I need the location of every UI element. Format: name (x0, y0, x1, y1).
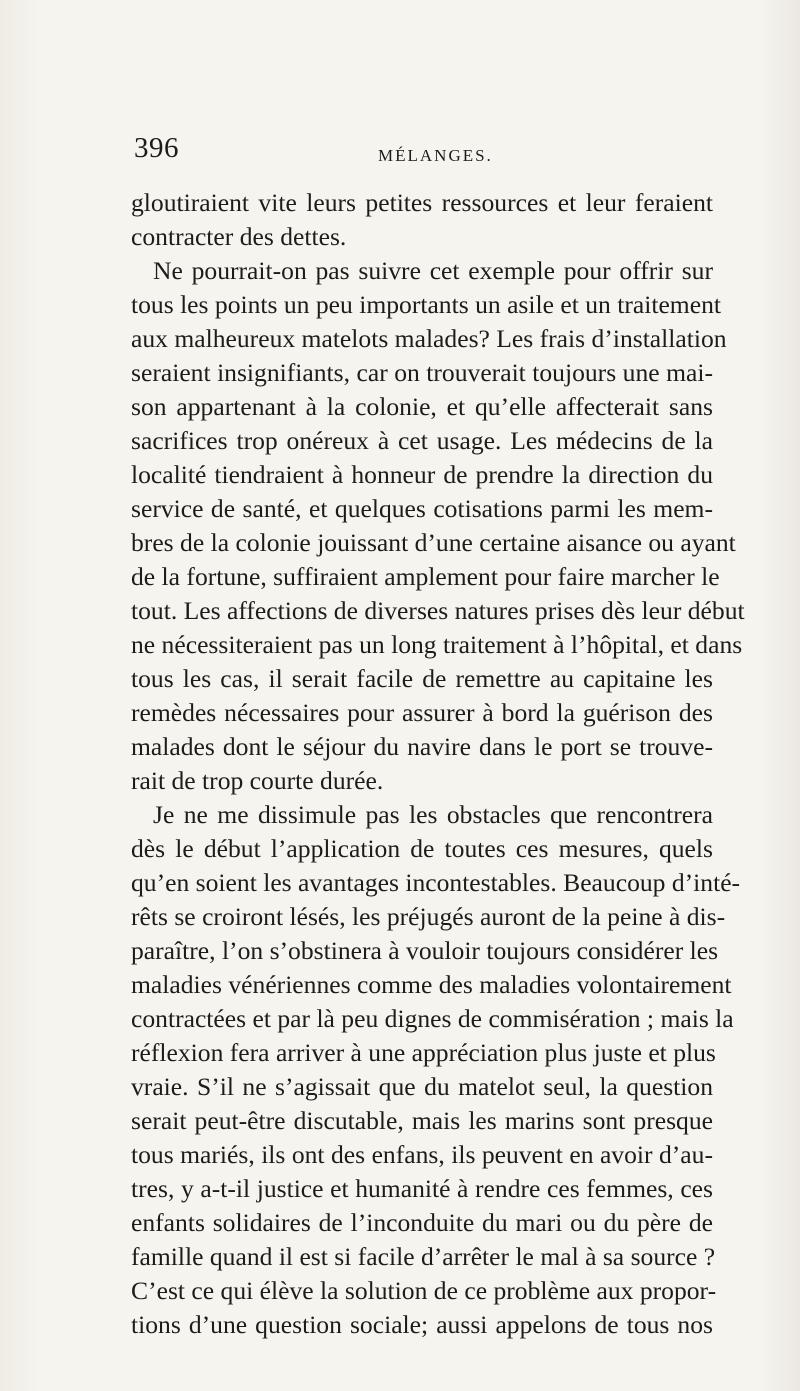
text-line: paraître, l’on s’obstinera à vouloir toujours considérer les (131, 936, 719, 965)
text-line: famille quand il est si facile d’arrêter le mal à sa source ? (131, 1242, 716, 1271)
text-line: aux malheureux matelots malades? Les frais d’installation (131, 324, 727, 353)
text-line: serait peut-être discutable, mais les marins sont presque (131, 1106, 713, 1135)
text-line: localité tiendraient à honneur de prendre la direction du (131, 460, 713, 489)
text-line: sacrifices trop onéreux à cet usage. Les médecins de la (131, 426, 713, 455)
text-line: vraie. S’il ne s’agissait que du matelot seul, la question (131, 1072, 713, 1101)
running-title: MÉLANGES. (378, 146, 493, 165)
text-line: gloutiraient vite leurs petites ressources et leur feraient (131, 188, 713, 217)
text-line: dès le début l’application de toutes ces mesures, quels (131, 834, 713, 863)
text-line: bres de la colonie jouissant d’une certaine aisance ou ayant (131, 528, 736, 557)
text-line: maladies vénériennes comme des maladies volontairement (131, 970, 732, 999)
text-line: réflexion fera arriver à une appréciation plus juste et plus (131, 1038, 716, 1067)
text-line: tous les cas, il serait facile de remettre au capitaine les (131, 664, 713, 693)
text-line: de la fortune, suffiraient amplement pour faire marcher le (131, 562, 720, 591)
text-line: tous les points un peu importants un asile et un traitement (131, 290, 721, 319)
text-line: tous mariés, ils ont des enfans, ils peuvent en avoir d’au- (131, 1140, 713, 1169)
body-text (131, 186, 745, 1342)
text-line: rêts se croiront lésés, les préjugés auront de la peine à dis- (131, 902, 726, 931)
text-line: C’est ce qui élève la solution de ce problème aux propor- (131, 1276, 717, 1305)
text-line: seraient insignifiants, car on trouverait toujours une mai- (131, 358, 713, 387)
text-line: Ne pourrait-on pas suivre cet exemple pour offrir sur (153, 256, 713, 285)
text-line: rait de trop courte durée. (131, 766, 384, 795)
text-line: remèdes nécessaires pour assurer à bord la guérison des (131, 698, 713, 727)
text-line: Je ne me dissimule pas les obstacles que rencontrera (153, 800, 713, 829)
text-line: tions d’une question sociale; aussi appelons de tous nos (131, 1310, 713, 1339)
page-number: 396 (134, 132, 179, 164)
text-line: tout. Les affections de diverses natures prises dès leur début (131, 596, 745, 625)
text-line: contractées et par là peu dignes de commisération ; mais la (131, 1004, 734, 1033)
text-line: enfants solidaires de l’inconduite du mari ou du père de (131, 1208, 713, 1237)
text-line: ne nécessiteraient pas un long traitement à l’hôpital, et dans (131, 630, 743, 659)
text-line: tres, y a-t-il justice et humanité à rendre ces femmes, ces (131, 1174, 713, 1203)
text-line: qu’en soient les avantages incontestables. Beaucoup d’inté- (131, 868, 741, 897)
text-line: contracter des dettes. (131, 222, 347, 251)
text-line: malades dont le séjour du navire dans le port se trouve- (131, 732, 713, 761)
text-line: son appartenant à la colonie, et qu’elle affecterait sans (131, 392, 713, 421)
text-line: service de santé, et quelques cotisations parmi les mem- (131, 494, 713, 523)
page-header (134, 132, 710, 172)
